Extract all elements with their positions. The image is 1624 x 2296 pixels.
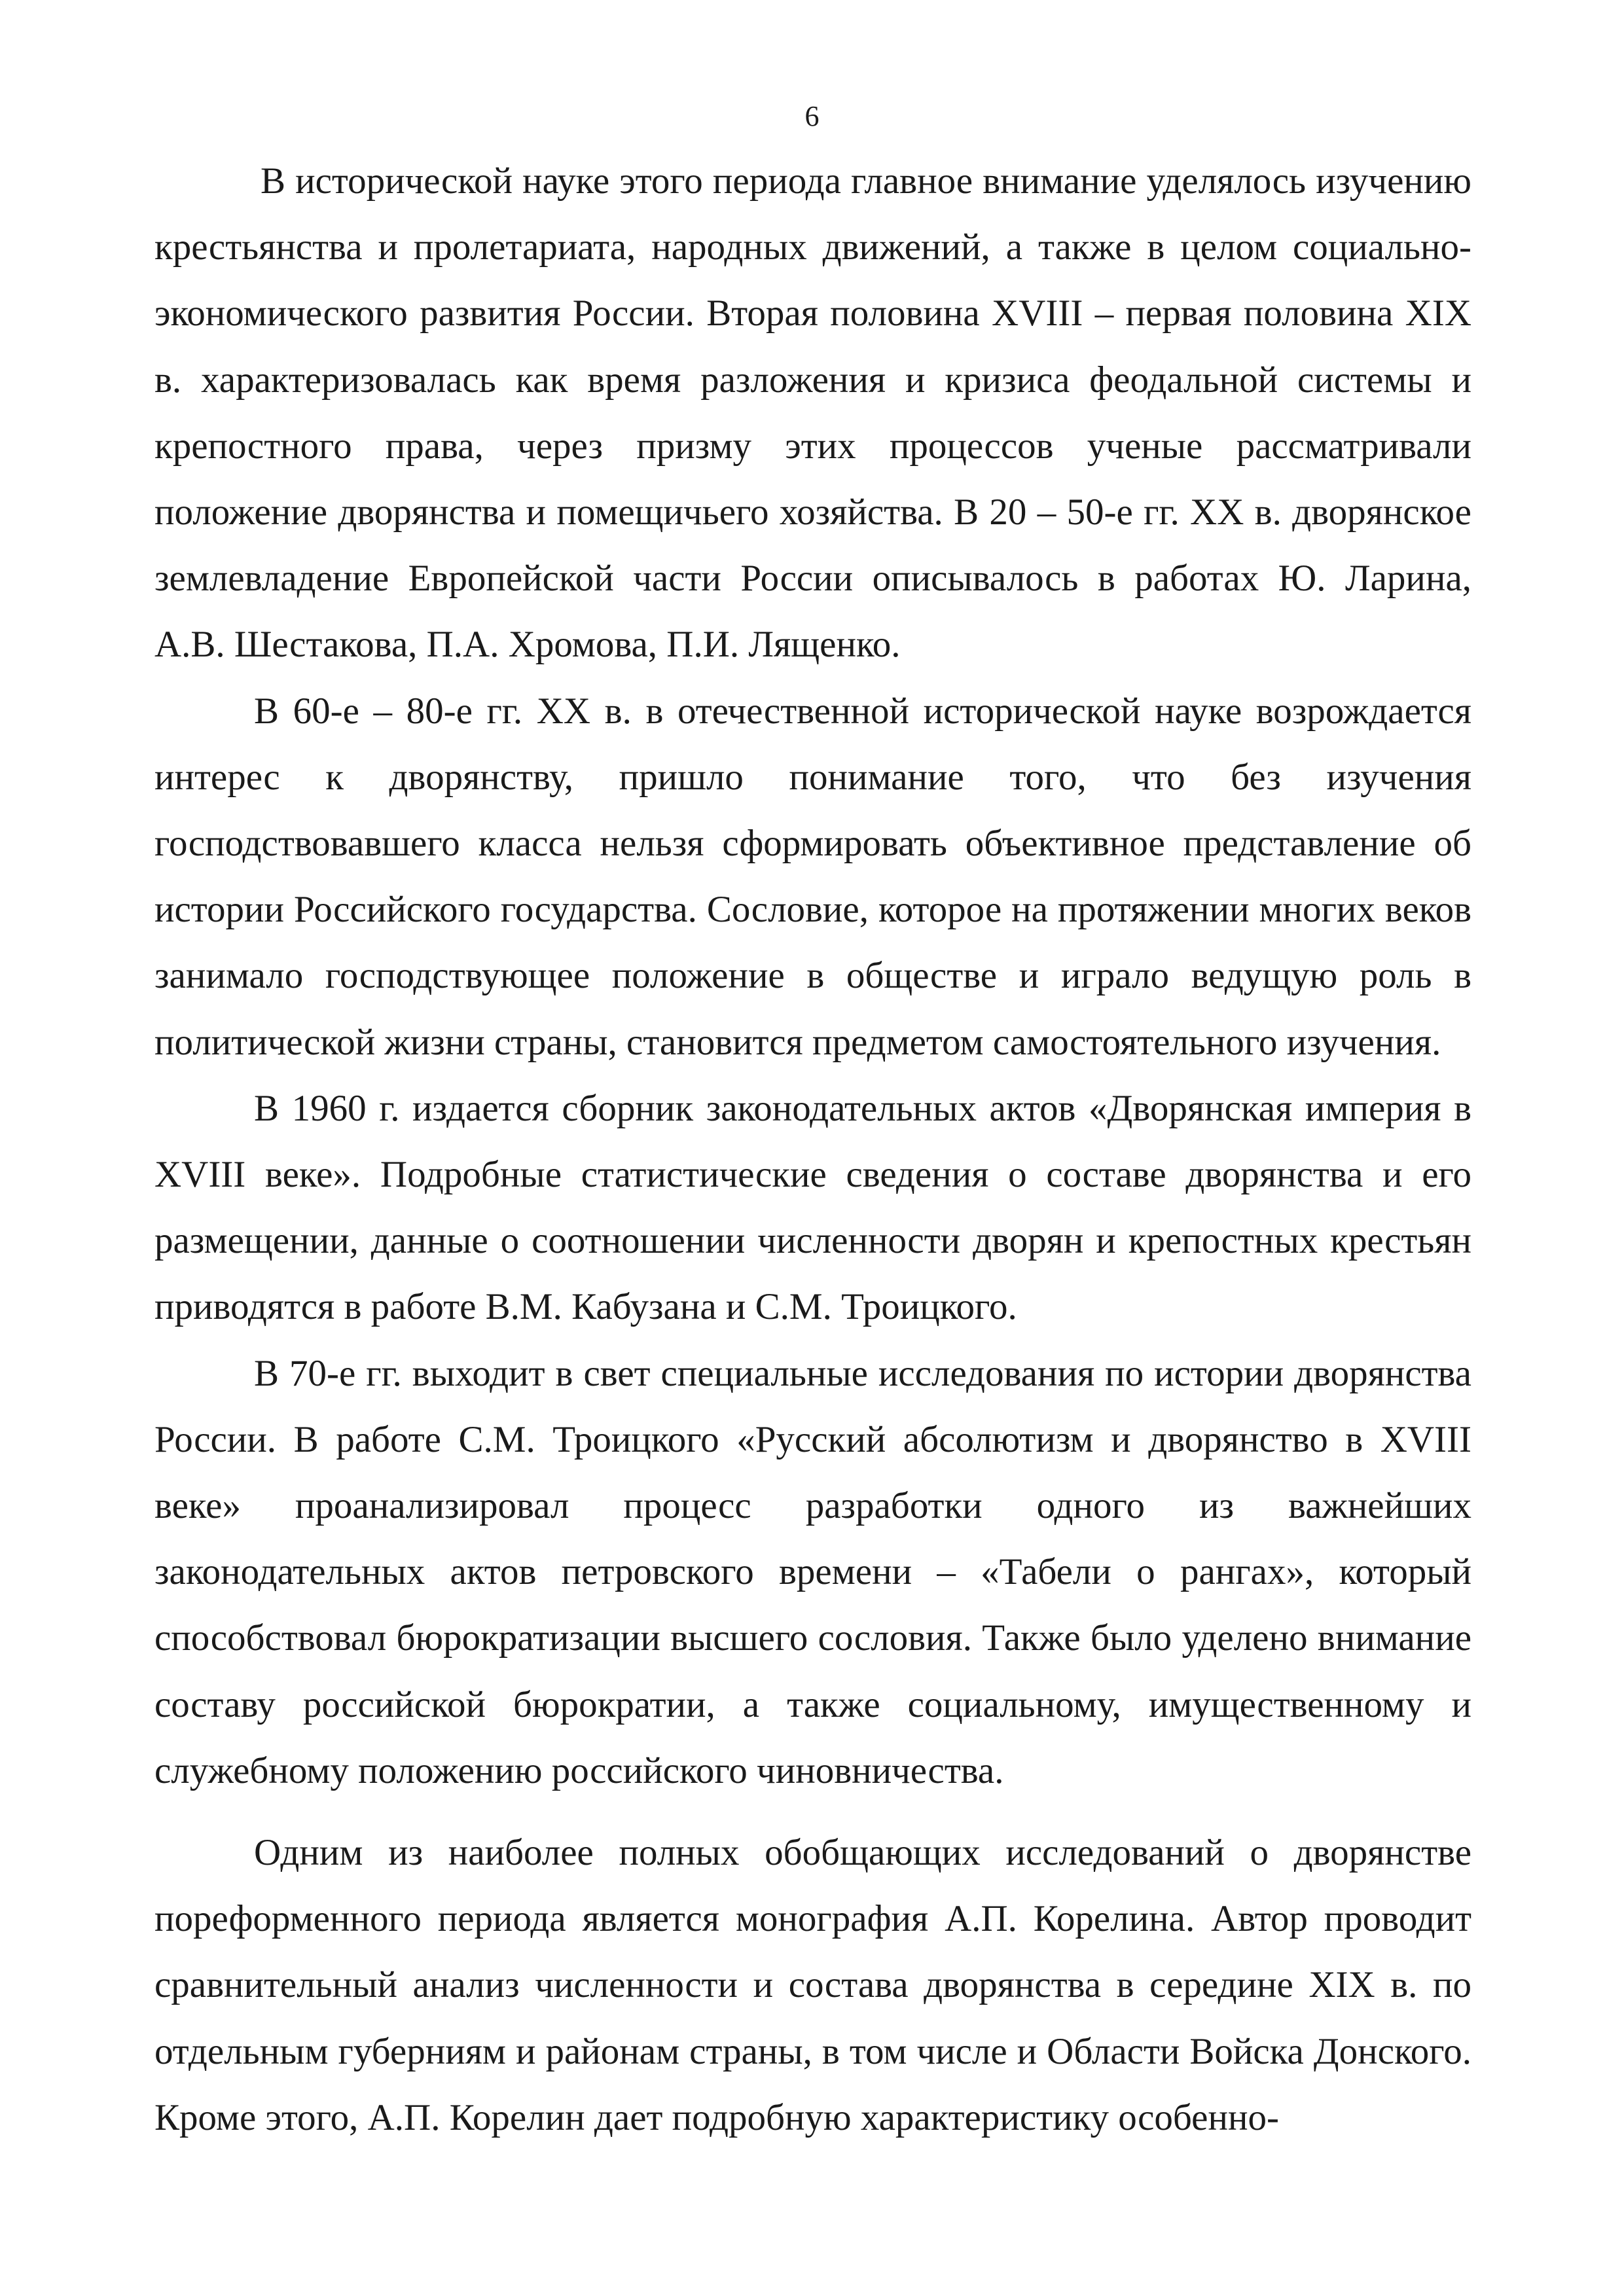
paragraph-2: В 60-е – 80-е гг. XX в. в отечественной исторической науке возрождается интерес к дворянству, пришло понимание того, что без изучения господствовавшего класса нельзя сформировать объективное представление об истории Российского государства. Сословие, которое на протяжении многих веков занимало господствующее положение в обществе и играло ведущую роль в политической жизни страны, становится предметом самостоятельного изучения. xyxy=(154,690,1471,1063)
paragraph-5: Одним из наиболее полных обобщающих исследований о дворянстве пореформенного периода является монография А.П. Корелина. Автор проводит сравнительный анализ численности и состава дворянства в середине XIX в. по отдельным губерниям и районам страны, в том числе и Области Войска Донского. Кроме этого, А.П. Корелин дает подробную характеристику особенно- xyxy=(154,1832,1471,2138)
body-text xyxy=(154,148,1471,2151)
page-number: 6 xyxy=(804,100,820,132)
paragraph-1: В исторической науке этого периода главное внимание уделялось изучению крестьянства и пролетариата, народных движений, а также в целом социально-экономического развития России. Вторая половина XVIII – первая половина XIX в. характеризовалась как время разложения и кризиса феодальной системы и крепостного права, через призму этих процессов ученые рассматривали положение дворянства и помещичьего хозяйства. В 20 – 50-е гг. XX в. дворянское землевладение Европейской части России описывалось в работах Ю. Ларина, А.В. Шестакова, П.А. Хромова, П.И. Лященко. xyxy=(154,160,1471,666)
paragraph-4: В 70-е гг. выходит в свет специальные исследования по истории дворянства России. В работе С.М. Троицкого «Русский абсолютизм и дворянство в XVIII веке» проанализировал процесс разработки одного из важнейших законодательных актов петровского времени – «Табели о рангах», который способствовал бюрократизации высшего сословия. Также было уделено внимание составу российской бюрократии, а также социальному, имущественному и служебному положению российского чиновничества. xyxy=(154,1352,1471,1791)
paragraph-3: В 1960 г. издается сборник законодательных актов «Дворянская империя в XVIII веке». Подробные статистические сведения о составе дворянства и его размещении, данные о соотношении численности дворян и крепостных крестьян приводятся в работе В.М. Кабузана и С.М. Троицкого. xyxy=(154,1087,1471,1328)
